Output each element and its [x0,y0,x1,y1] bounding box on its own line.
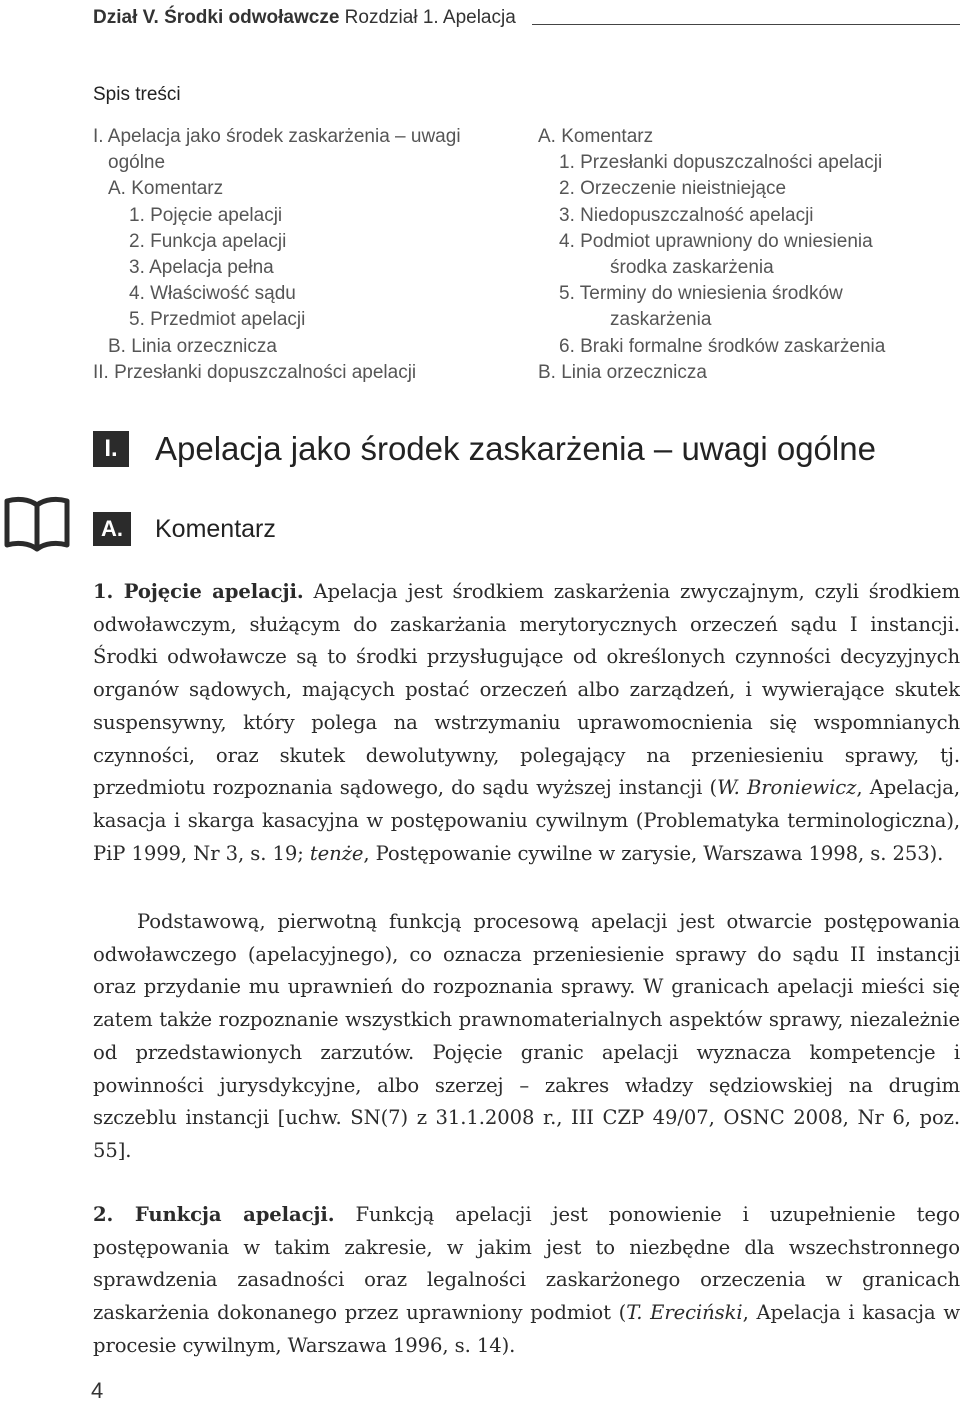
paragraph-lead: 2. Funkcja apelacji. [93,1203,335,1226]
toc-title: Spis treści [93,84,181,105]
toc-item[interactable]: II. Przesłanki dopuszczalności apelacji [93,361,417,383]
paragraph-text: , Postępowanie cywilne w zarysie, Warszawa 1998, s. 253). [363,841,944,865]
toc-item[interactable]: ogólne [108,152,166,174]
toc-item[interactable]: B. Linia orzecznicza [108,335,277,357]
section-title: Apelacja jako środek zaskarżenia – uwagi ogólne [155,430,876,467]
running-head-part-title: Środki odwoławcze [164,7,340,28]
paragraph-text: Apelacja jest środkiem zaskarżenia zwyczajnym, czyli środkiem odwoławczym, służącym do zaskarżania merytorycznych orzeczeń sądu I instancji. Środki odwoławcze są to środki przysługujące od określonych czynności decyzyjnych organów sądowych, mających postać orzeczeń albo zarządzeń, i wywierające skutek suspensywny, który polega na wstrzymaniu uprawomocnienia się wspomnianych czynności, oraz skutek dewolutywny, polegający na przeniesieniu sprawy, tj. przedmiotu rozpoznania sądowego, do sądu wyższej instancji ( [93,580,960,800]
paragraph-text: , Apelacja, kasacja i skarga kasacyjna w postępowaniu cywilnym (Problematyka terminologiczna), PiP 1999, Nr 3, s. 19; [93,776,960,865]
paragraph-text: Podstawową, pierwotną funkcją procesową apelacji jest otwarcie postępowania odwoławczego (apelacyjnego), co oznacza przeniesienie sprawy do sądu II instancji oraz przydanie mu uprawnień do rozpoznania sprawy. W granicach apelacji mieści się zatem także rozpoznanie wszystkich prawnomaterialnych aspektów sprawy, niezależnie od przedstawionych zarzutów. Pojęcie granic apelacji wyznacza kompetencje i powinności jurysdykcyjne, albo szerzej – zakres władzy sędziowskiej na drugim szczeblu instancji [uchw. SN(7) z 31.1.2008 r., III CZP 49/07, OSNC 2008, Nr 6, poz. 55]. [93,910,960,1162]
page-number: 4 [91,1378,104,1403]
paragraph-text: , Apelacja i kasacja w procesie cywilnym, Warszawa 1996, s. 14). [93,1301,960,1357]
toc-item[interactable]: zaskarżenia [610,309,712,331]
author-citation: T. Ereciński [626,1301,743,1325]
toc-item[interactable]: środka zaskarżenia [610,256,774,278]
toc-item[interactable]: 2. Orzeczenie nieistniejące [559,178,787,200]
running-head-chapter: Rozdział 1. Apelacja [344,7,516,28]
toc-item[interactable]: A. Komentarz [538,126,654,147]
toc-item[interactable]: 3. Apelacja pełna [129,256,274,278]
toc-item[interactable]: 5. Terminy do wniesienia środków [559,283,843,305]
open-book-icon [2,495,72,553]
author-citation: W. Broniewicz [717,776,857,800]
running-head-rule [532,24,960,25]
toc-item[interactable]: 4. Podmiot uprawniony do wniesienia [559,230,873,252]
toc-item[interactable]: 4. Właściwość sądu [129,283,296,305]
subsection-number-badge: A. [93,512,131,546]
toc-right-column [538,124,938,386]
running-head-text [93,7,516,29]
toc-left-column [93,124,523,386]
toc-item[interactable]: 2. Funkcja apelacji [129,230,287,252]
toc-item[interactable]: 3. Niedopuszczalność apelacji [559,204,814,226]
toc-item[interactable]: A. Komentarz [108,178,224,200]
section-heading [93,430,876,468]
paragraph-pojecie-apelacji [93,576,960,870]
running-head [93,4,960,32]
running-head-part: Dział V. [93,7,159,28]
paragraph-lead: 1. Pojęcie apelacji. [93,580,304,603]
toc-item[interactable]: 6. Braki formalne środków zaskarżenia [559,335,886,357]
section-number-badge: I. [93,431,129,467]
toc-item[interactable]: I. Apelacja jako środek zaskarżenia – uwagi [93,126,461,147]
paragraph-funkcja-apelacji [93,1199,960,1363]
subsection-title: Komentarz [155,514,276,543]
paragraph-text: Funkcją apelacji jest ponowienie i uzupełnienie tego postępowania w takim zakresie, w jakim jest to niezbędne dla wszechstronnego sprawdzenia zasadności oraz legalności zaskarżonego orzeczenia w granicach zaskarżenia dokonanego przez uprawniony podmiot ( [93,1203,960,1325]
author-citation: tenże [309,841,364,865]
paragraph-granice-apelacji [93,906,960,1168]
toc-item[interactable]: 1. Pojęcie apelacji [129,204,283,226]
toc-item[interactable]: B. Linia orzecznicza [538,361,707,383]
toc-item[interactable]: 1. Przesłanki dopuszczalności apelacji [559,152,883,174]
subsection-heading [93,512,276,546]
toc-item[interactable]: 5. Przedmiot apelacji [129,309,306,331]
